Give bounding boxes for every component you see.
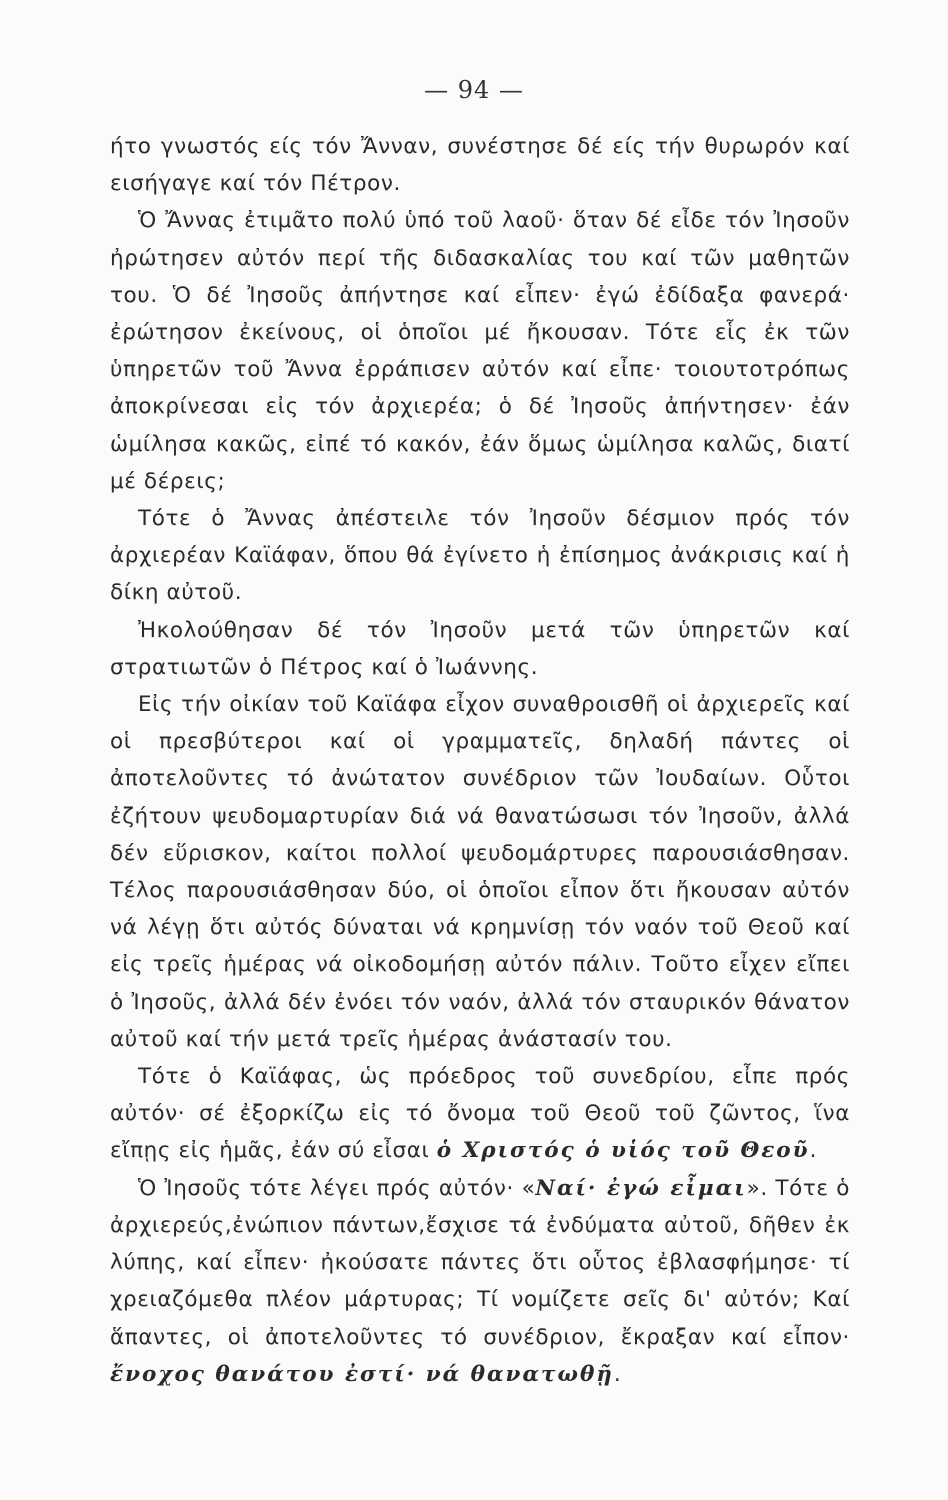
paragraph [110,1170,850,1393]
paragraph-text: Τότε ὁ Καϊάφας, ὡς πρόεδρος τοῦ συνεδρίου, εἶπε πρός αὐτόν· σέ ἐξορκίζω εἰς τό ὄνομα τοῦ Θεοῦ τοῦ ζῶντος, ἵνα εἴπῃς εἰς ἡμᾶς, ἐάν σύ εἶσαι [110,1064,850,1164]
text-body [110,128,850,1393]
paragraph-text: Εἰς τήν οἰκίαν τοῦ Καϊάφα εἶχον συναθροισθῆ οἱ ἀρχιερεῖς καί οἱ πρεσβύτεροι καί οἱ γραμματεῖς, δηλαδή πάντες οἱ ἀποτελοῦντες τό ἀνώτατον συνέδριον τῶν Ἰουδαίων. Οὗτοι ἐζήτουν ψευδομαρτυρίαν διά νά θανατώσωσι τόν Ἰησοῦν, ἀλλά δέν εὕρισκον, καίτοι πολλοί ψευδομάρτυρες παρουσιάσθησαν. Τέλος παρουσιάσθησαν δύο, οἱ ὁποῖοι εἶπον ὅτι ἤκουσαν αὐτόν νά λέγῃ ὅτι αὐτός δύναται νά κρημνίσῃ τόν ναόν τοῦ Θεοῦ καί εἰς τρεῖς ἡμέρας νά οἰκοδομήσῃ αὐτόν πάλιν. Τοῦτο εἶχεν εἴπει ὁ Ἰησοῦς, ἀλλά δέν ἐνόει τόν ναόν, ἀλλά τόν σταυρικόν θάνατον αὐτοῦ καί τήν μετά τρεῖς ἡμέρας ἀνάστασίν του. [110,692,850,1052]
paragraph [110,500,850,612]
paragraph-text: Ἠκολούθησαν δέ τόν Ἰησοῦν μετά τῶν ὑπηρετῶν καί στρατιωτῶν ὁ Πέτρος καί ὁ Ἰωάννης. [110,617,850,680]
paragraph [110,128,850,202]
paragraph-text: ». Τότε ὁ ἀρχιερεύς,ἐνώπιον πάντων,ἔσχισε τά ἐνδύματα αὐτοῦ, δῆθεν ἐκ λύπης, καί εἶπεν· ἠκούσατε πάντες ὅτι οὗτος ἐβλασφήμησε· τί χρειαζόμεθα πλέον μάρτυρας; Τί νομίζετε σεῖς δι' αὐτόν; Καί ἅπαντες, οἱ ἀποτελοῦντες τό συνέδριον, ἔκραξαν καί εἶπον· [110,1175,850,1350]
paragraph-text: Τότε ὁ Ἄννας ἀπέστειλε τόν Ἰησοῦν δέσμιον πρός τόν ἀρχιερέαν Καϊάφαν, ὅπου θά ἐγίνετο ἡ ἐπίσημος ἀνάκρισις καί ἡ δίκη αὐτοῦ. [110,506,850,606]
emphasized-text: ὁ Χριστός ὁ υἱός τοῦ Θεοῦ [436,1138,810,1164]
paragraph [110,1058,850,1170]
paragraph [110,612,850,686]
paragraph [110,202,850,500]
emphasized-text: ἔνοχος θανάτου ἐστί· νά θανατωθῇ [110,1361,614,1387]
paragraph-text: ήτο γνωστός είς τόν Ἄνναν, συνέστησε δέ είς τήν θυρωρόν καί εισήγαγε καί τόν Πέτρον. [110,134,850,197]
paragraph-text: . [809,1138,817,1164]
page-number: — 94 — [424,76,524,104]
paragraph-text: Ὁ Ἄννας ἐτιμᾶτο πολύ ὑπό τοῦ λαοῦ· ὅταν δέ εἶδε τόν Ἰησοῦν ἠρώτησεν αὐτόν περί τῆς διδασκαλίας του καί τῶν μαθητῶν του. Ὁ δέ Ἰησοῦς ἀπήντησε καί εἶπεν· ἐγώ ἐδίδαξα φανερά· ἐρώτησον ἐκείνους, οἱ ὁποῖοι μέ ἤκουσαν. Τότε εἷς ἐκ τῶν ὑπηρετῶν τοῦ Ἄννα ἐρράπισεν αὐτόν καί εἶπε· τοιουτοτρόπως ἀποκρίνεσαι εἰς τόν ἀρχιερέα; ὁ δέ Ἰησοῦς ἀπήντησεν· ἐάν ὡμίλησα κακῶς, εἰπέ τό κακόν, ἐάν ὅμως ὡμίλησα καλῶς, διατί μέ δέρεις; [110,208,850,494]
paragraph-text: Ὁ Ἰησοῦς τότε λέγει πρός αὐτόν· « [138,1175,536,1201]
paragraph [110,686,850,1058]
emphasized-text: Ναί· ἐγώ εἶμαι [535,1175,747,1201]
paragraph-text: . [613,1361,622,1387]
